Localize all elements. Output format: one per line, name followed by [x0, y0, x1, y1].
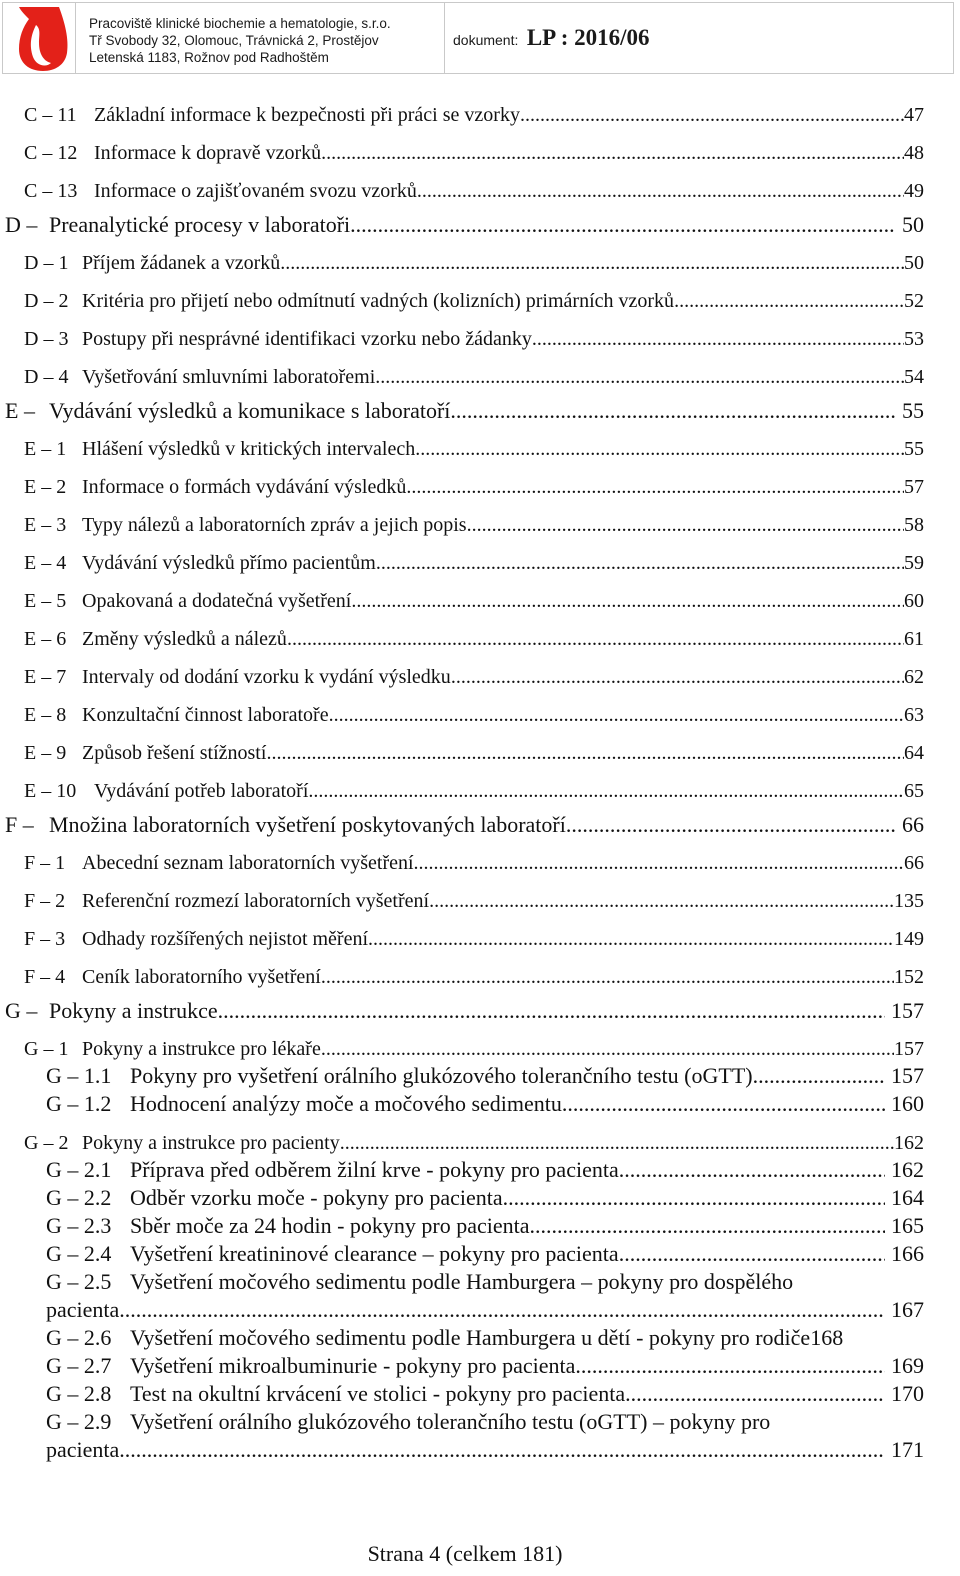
- toc-title: Způsob řešení stížností: [82, 742, 267, 764]
- toc-leader: [451, 666, 904, 689]
- toc-entry-sub[interactable]: [46, 1063, 924, 1089]
- toc-page: 50: [904, 252, 924, 274]
- toc-entry-sub[interactable]: [46, 1381, 924, 1407]
- toc-page: 157: [891, 1063, 924, 1088]
- toc-page: 152: [894, 966, 924, 988]
- toc-leader: [350, 212, 896, 238]
- toc-title: Informace k dopravě vzorků: [94, 142, 322, 164]
- toc-code: G – 2.3: [46, 1213, 112, 1238]
- toc-leader: [218, 998, 885, 1024]
- toc-code: C – 11: [24, 104, 77, 126]
- toc-code: F – 3: [24, 928, 66, 950]
- toc-page: 157: [894, 1038, 924, 1060]
- toc-page: 171: [891, 1437, 924, 1462]
- toc-code: F – 1: [24, 852, 66, 874]
- toc-leader: [266, 742, 904, 765]
- toc-page: 63: [904, 704, 924, 726]
- toc-page: 54: [904, 366, 924, 388]
- toc-entry[interactable]: [24, 780, 924, 803]
- toc-title: Preanalytické procesy v laboratoři: [49, 212, 351, 237]
- toc-page: 62: [904, 666, 924, 688]
- blood-drop-logo-icon: [3, 3, 75, 73]
- toc-entry[interactable]: [24, 552, 924, 575]
- toc-entry[interactable]: [24, 1132, 924, 1155]
- toc-title-continued: pacienta: [46, 1297, 120, 1322]
- toc-entry[interactable]: [24, 438, 924, 461]
- toc-code: C – 13: [24, 180, 78, 202]
- toc-title: Ceník laboratorního vyšetření: [82, 966, 321, 988]
- toc-entry[interactable]: [24, 104, 924, 127]
- toc-code: G – 2.6: [46, 1325, 112, 1350]
- toc-entry-sub-continued[interactable]: [46, 1297, 924, 1323]
- toc-entry[interactable]: [24, 628, 924, 651]
- toc-code: G – 1: [24, 1038, 69, 1060]
- toc-leader: [329, 704, 904, 727]
- toc-title: Typy nálezů a laboratorních zpráv a jejich popis: [82, 514, 467, 536]
- toc-leader: [562, 1091, 885, 1117]
- toc-code: E –: [5, 398, 35, 423]
- toc-entry[interactable]: [24, 666, 924, 689]
- toc-code: E – 6: [24, 628, 67, 650]
- toc-leader: [414, 852, 904, 875]
- toc-entry[interactable]: [24, 1038, 924, 1061]
- toc-entry[interactable]: [24, 928, 924, 951]
- toc-leader: [520, 104, 904, 127]
- toc-leader: [503, 1185, 885, 1211]
- toc-entry-section[interactable]: [5, 998, 924, 1024]
- toc-title: Příprava před odběrem žilní krve - pokyny pro pacienta: [130, 1157, 619, 1182]
- page-footer: Strana 4 (celkem 181): [367, 1541, 563, 1566]
- toc-entry-sub[interactable]: [46, 1091, 924, 1117]
- toc-title: Postupy při nesprávné identifikaci vzorku nebo žádanky: [82, 328, 532, 350]
- toc-code: G – 2.8: [46, 1381, 112, 1406]
- toc-title: Abecední seznam laboratorních vyšetření: [82, 852, 414, 874]
- toc-entry-sub[interactable]: [46, 1213, 924, 1239]
- logo: [3, 3, 76, 73]
- toc-entry-sub-continued[interactable]: [46, 1437, 924, 1463]
- toc-code: D – 2: [24, 290, 69, 312]
- document-id: [453, 25, 650, 51]
- toc-entry[interactable]: [24, 476, 924, 499]
- toc-code: D –: [5, 212, 38, 237]
- toc-title: Referenční rozmezí laboratorních vyšetření: [82, 890, 430, 912]
- toc-page: 160: [891, 1091, 924, 1116]
- toc-code: G – 1.1: [46, 1063, 112, 1088]
- toc-leader: [566, 812, 896, 838]
- org-line: Letenská 1183, Rožnov pod Radhoštěm: [89, 50, 329, 65]
- toc-code: E – 2: [24, 476, 67, 498]
- toc-page: 162: [894, 1132, 924, 1154]
- toc-leader: [467, 514, 904, 537]
- toc-title: Hodnocení analýzy moče a močového sedimentu: [130, 1091, 562, 1116]
- toc-code: F –: [5, 812, 34, 837]
- toc-title: Pokyny a instrukce: [49, 998, 218, 1023]
- toc-leader: [119, 1297, 885, 1323]
- document-label: dokument:: [453, 32, 519, 48]
- toc-code: E – 9: [24, 742, 67, 764]
- toc-title: Vyšetření močového sedimentu podle Hamburgera u dětí - pokyny pro rodiče: [130, 1325, 811, 1350]
- toc-title: Intervaly od dodání vzorku k vydání výsledku: [82, 666, 451, 688]
- toc-entry-section[interactable]: [5, 212, 924, 238]
- toc-title: Vyšetření mikroalbuminurie - pokyny pro pacienta: [130, 1353, 576, 1378]
- toc-page: 48: [904, 142, 924, 164]
- toc-leader: [287, 628, 904, 651]
- toc-code: G – 2.5: [46, 1269, 112, 1294]
- toc-entry-sub[interactable]: [46, 1353, 924, 1379]
- toc-code: D – 1: [24, 252, 69, 274]
- toc-code: F – 4: [24, 966, 66, 988]
- toc-page: 149: [894, 928, 924, 950]
- toc-entry-section[interactable]: [5, 398, 924, 424]
- toc-title: Vydávání potřeb laboratoří: [94, 780, 309, 802]
- toc-title-continued: pacienta: [46, 1437, 120, 1462]
- toc-title: Vydávání výsledků přímo pacientům: [82, 552, 376, 574]
- toc-title: Základní informace k bezpečnosti při práci se vzorky: [94, 104, 520, 126]
- toc-entry[interactable]: [24, 852, 924, 875]
- toc-entry[interactable]: [24, 180, 924, 203]
- toc-code: G – 2.1: [46, 1157, 112, 1182]
- toc-leader: [406, 476, 904, 499]
- org-line: Tř Svobody 32, Olomouc, Trávnická 2, Prostějov: [89, 33, 379, 48]
- toc-page: 53: [904, 328, 924, 350]
- toc-code: G – 2.7: [46, 1353, 112, 1378]
- toc-title: Odhady rozšířených nejistot měření: [82, 928, 369, 950]
- toc-page: 58: [904, 514, 924, 536]
- toc-leader: [351, 590, 904, 613]
- toc-page: 66: [902, 812, 924, 837]
- toc-page: 55: [904, 438, 924, 460]
- toc-title: Vyšetřování smluvními laboratořemi: [82, 366, 376, 388]
- toc-entry-sub[interactable]: [46, 1157, 924, 1183]
- toc-code: E – 4: [24, 552, 67, 574]
- document-header: [2, 2, 954, 74]
- toc-leader: [376, 552, 904, 575]
- toc-entry-section[interactable]: [5, 812, 924, 838]
- toc-title: Množina laboratorních vyšetření poskytovaných laboratoří: [49, 812, 566, 837]
- toc-leader: [119, 1437, 885, 1463]
- toc-code: E – 5: [24, 590, 67, 612]
- toc-code: E – 3: [24, 514, 67, 536]
- toc-entry-sub[interactable]: [46, 1185, 924, 1211]
- toc-leader: [340, 1132, 894, 1155]
- toc-page: 50: [902, 212, 924, 237]
- toc-code: F – 2: [24, 890, 66, 912]
- toc-title: Příjem žádanek a vzorků: [82, 252, 281, 274]
- toc-page: 60: [904, 590, 924, 612]
- toc-code: C – 12: [24, 142, 78, 164]
- toc-page: 55: [902, 398, 924, 423]
- toc-page: 168: [810, 1325, 844, 1350]
- toc-page: 169: [891, 1353, 924, 1378]
- toc-entry[interactable]: [24, 252, 924, 275]
- toc-entry[interactable]: [24, 590, 924, 613]
- toc-leader: [450, 398, 896, 424]
- toc-leader: [619, 1241, 885, 1267]
- toc-entry-sub[interactable]: [46, 1269, 924, 1295]
- toc-page: 49: [904, 180, 924, 202]
- toc-title: Vydávání výsledků a komunikace s laboratoří: [49, 398, 451, 423]
- toc-leader: [321, 966, 894, 989]
- org-line: Pracoviště klinické biochemie a hematologie, s.r.o.: [89, 16, 391, 31]
- toc-title: Sběr moče za 24 hodin - pokyny pro pacienta: [130, 1213, 530, 1238]
- toc-title: Vyšetření močového sedimentu podle Hamburgera – pokyny pro dospělého: [130, 1269, 794, 1294]
- toc-title: Pokyny a instrukce pro pacienty: [82, 1132, 340, 1154]
- toc-title: Kritéria pro přijetí nebo odmítnutí vadných (kolizních) primárních vzorků: [82, 290, 675, 312]
- toc-page: 52: [904, 290, 924, 312]
- toc-code: G – 2.2: [46, 1185, 112, 1210]
- toc-page: 59: [904, 552, 924, 574]
- toc-entry[interactable]: [24, 514, 924, 537]
- toc-leader: [530, 1213, 885, 1239]
- toc-code: G – 1.2: [46, 1091, 112, 1116]
- toc-leader: [674, 290, 904, 313]
- toc-entry[interactable]: [24, 142, 924, 165]
- toc-page: 167: [891, 1297, 924, 1322]
- toc-leader: [753, 1063, 885, 1089]
- toc-leader: [619, 1157, 885, 1183]
- toc-leader: [375, 366, 904, 389]
- document-number: LP : 2016/06: [526, 25, 650, 50]
- toc-code: E – 7: [24, 666, 67, 688]
- toc-page: 157: [891, 998, 924, 1023]
- toc-leader: [575, 1353, 885, 1379]
- toc-title: Opakovaná a dodatečná vyšetření: [82, 590, 352, 612]
- toc-entry-sub[interactable]: [46, 1325, 924, 1351]
- toc-entry[interactable]: [24, 366, 924, 389]
- toc-leader: [280, 252, 904, 275]
- toc-code: E – 8: [24, 704, 67, 726]
- toc-entry[interactable]: [24, 890, 924, 913]
- toc-leader: [368, 928, 894, 951]
- toc-entry-sub[interactable]: [46, 1241, 924, 1267]
- toc-title: Konzultační činnost laboratoře: [82, 704, 329, 726]
- toc-leader: [417, 180, 904, 203]
- toc-code: G –: [5, 998, 38, 1023]
- toc-title: Hlášení výsledků v kritických intervalech: [82, 438, 416, 460]
- toc-page: 65: [904, 780, 924, 802]
- toc-entry-sub[interactable]: [46, 1409, 924, 1435]
- toc-entry[interactable]: [24, 742, 924, 765]
- toc-code: G – 2.4: [46, 1241, 112, 1266]
- toc-title: Změny výsledků a nálezů: [82, 628, 287, 650]
- toc-code: E – 10: [24, 780, 77, 802]
- toc-leader: [321, 142, 904, 165]
- toc-page: 47: [904, 104, 924, 126]
- toc-page: 170: [891, 1381, 924, 1406]
- toc-entry[interactable]: [24, 290, 924, 313]
- toc-page: 162: [891, 1157, 924, 1182]
- toc-title: Test na okultní krvácení ve stolici - pokyny pro pacienta: [130, 1381, 626, 1406]
- toc-title: Vyšetření kreatininové clearance – pokyny pro pacienta: [130, 1241, 619, 1266]
- toc-leader: [321, 1038, 894, 1061]
- toc-page: 61: [904, 628, 924, 650]
- toc-code: G – 2.9: [46, 1409, 112, 1434]
- toc-title: Pokyny pro vyšetření orálního glukózového tolerančního testu (oGTT): [130, 1063, 753, 1088]
- toc-title: Odběr vzorku moče - pokyny pro pacienta: [130, 1185, 503, 1210]
- toc-code: G – 2: [24, 1132, 69, 1154]
- toc-page: 166: [891, 1241, 924, 1266]
- toc-leader: [415, 438, 904, 461]
- organization-address: [75, 3, 445, 73]
- toc-page: 57: [904, 476, 924, 498]
- toc-leader: [532, 328, 904, 351]
- toc-code: D – 3: [24, 328, 69, 350]
- toc-code: D – 4: [24, 366, 69, 388]
- toc-page: 164: [891, 1185, 924, 1210]
- toc-leader: [429, 890, 894, 913]
- toc-title: Informace o zajišťovaném svozu vzorků: [94, 180, 417, 202]
- toc-entry[interactable]: [24, 328, 924, 351]
- toc-entry[interactable]: [24, 704, 924, 727]
- toc-page: 66: [904, 852, 924, 874]
- toc-title: Informace o formách vydávání výsledků: [82, 476, 407, 498]
- toc-entry[interactable]: [24, 966, 924, 989]
- toc-page: 165: [891, 1213, 924, 1238]
- toc-page: 135: [894, 890, 924, 912]
- toc-page: 64: [904, 742, 924, 764]
- toc-leader: [625, 1381, 885, 1407]
- toc-leader: [308, 780, 904, 803]
- toc-code: E – 1: [24, 438, 67, 460]
- toc-title: Vyšetření orálního glukózového tolerančního testu (oGTT) – pokyny pro: [130, 1409, 771, 1434]
- toc-title: Pokyny a instrukce pro lékaře: [82, 1038, 321, 1060]
